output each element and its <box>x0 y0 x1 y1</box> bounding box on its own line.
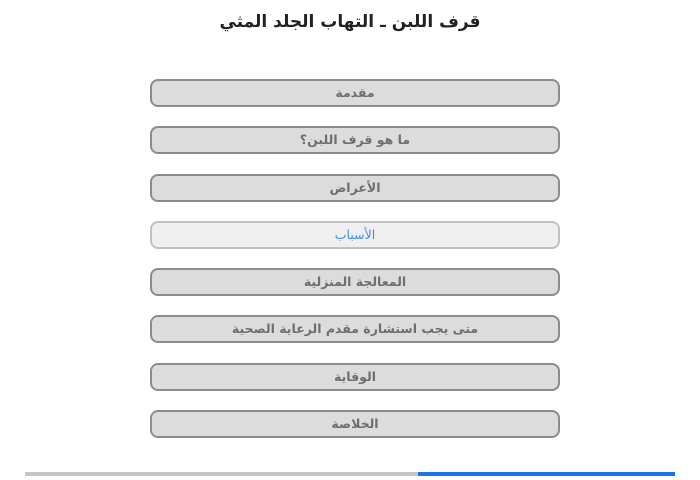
menu-item-summary[interactable]: الخلاصة <box>150 410 560 438</box>
menu-item-prevention[interactable]: الوقاية <box>150 363 560 391</box>
menu-item-symptoms[interactable]: الأعراض <box>150 174 560 202</box>
menu-item-home-treatment[interactable]: المعالجة المنزلية <box>150 268 560 296</box>
menu-item-when-to-call-provider[interactable]: متى يجب استشارة مقدم الرعاية الصحية <box>150 315 560 343</box>
progress-bar-fill <box>418 472 675 476</box>
progress-bar <box>25 472 675 476</box>
menu-item-causes[interactable]: الأسباب <box>150 221 560 249</box>
menu-item-introduction[interactable]: مقدمة <box>150 79 560 107</box>
page-title: قرف اللبن ـ التهاب الجلد المثي <box>219 12 481 32</box>
navigation-menu <box>150 79 560 457</box>
menu-item-what-is-cradle-cap[interactable]: ما هو قرف اللبن؟ <box>150 126 560 154</box>
